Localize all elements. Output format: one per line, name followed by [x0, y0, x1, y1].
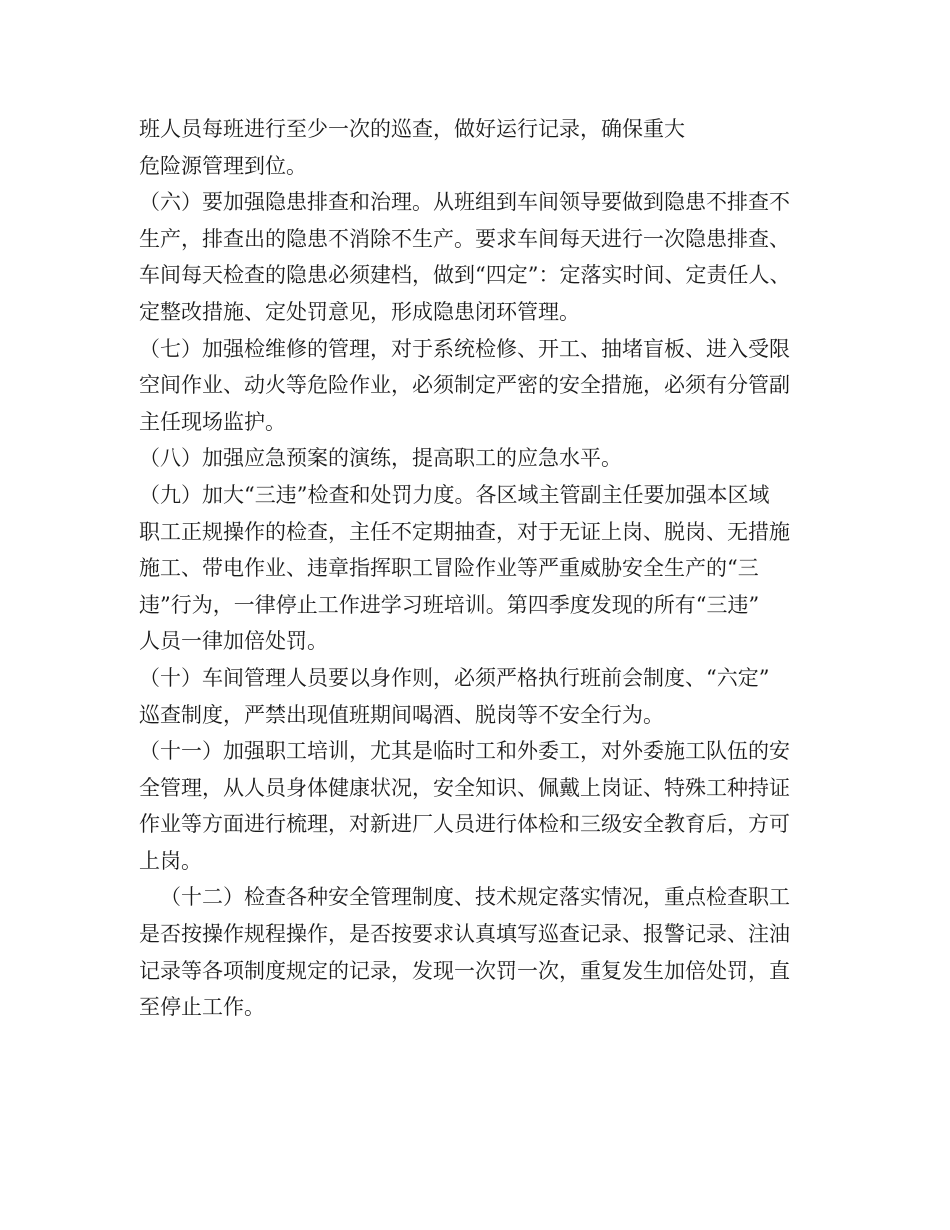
text-line: 危险源管理到位。 — [139, 153, 307, 178]
text-line: （九）加大“三违”检查和处罚力度。各区域主管副主任要加强本区域 — [139, 482, 770, 507]
text-line: 违”行为，一律停止工作进学习班培训。第四季度发现的所有“三违” — [139, 592, 760, 617]
text-line: 职工正规操作的检查，主任不定期抽查，对于无证上岗、脱岗、无措施 — [139, 519, 790, 544]
paragraph-item-12 — [139, 879, 829, 1025]
paragraph-item-8 — [139, 440, 829, 477]
text-line: （十）车间管理人员要以身作则，必须严格执行班前会制度、“六定” — [139, 665, 770, 690]
text-line: 上岗。 — [139, 848, 202, 873]
text-line: 至停止工作。 — [139, 995, 265, 1020]
text-line: 定整改措施、定处罚意见，形成隐患闭环管理。 — [139, 299, 580, 324]
text-line: 生产，排查出的隐患不消除不生产。要求车间每天进行一次隐患排查、 — [139, 226, 790, 251]
paragraph-item-9 — [139, 477, 829, 660]
text-line: （十一）加强职工培训，尤其是临时工和外委工，对外委施工队伍的安 — [139, 739, 790, 764]
paragraph-item-10 — [139, 660, 829, 733]
text-line: 全管理，从人员身体健康状况，安全知识、佩戴上岗证、特殊工种持证 — [139, 775, 790, 800]
paragraph-item-6 — [139, 184, 829, 330]
text-line: 施工、带电作业、违章指挥职工冒险作业等严重威胁安全生产的“三 — [139, 556, 759, 581]
text-line: 作业等方面进行梳理，对新进厂人员进行体检和三级安全教育后，方可 — [139, 812, 790, 837]
text-line: 车间每天检查的隐患必须建档，做到“四定”：定落实时间、定责任人、 — [139, 263, 791, 288]
document-body — [139, 111, 829, 1026]
text-line: 巡查制度，严禁出现值班期间喝酒、脱岗等不安全行为。 — [139, 702, 664, 727]
text-line: 人员一律加倍处罚。 — [139, 629, 328, 654]
text-line: （八）加强应急预案的演练，提高职工的应急水平。 — [139, 446, 622, 471]
text-line: 是否按操作规程操作，是否按要求认真填写巡查记录、报警记录、注油 — [139, 922, 790, 947]
text-line: （十二）检查各种安全管理制度、技术规定落实情况，重点检查职工 — [160, 885, 790, 910]
text-line: 空间作业、动火等危险作业，必须制定严密的安全措施，必须有分管副 — [139, 373, 790, 398]
text-line: 班人员每班进行至少一次的巡查，做好运行记录，确保重大 — [139, 117, 685, 141]
paragraph-continuation — [139, 111, 829, 184]
paragraph-item-7 — [139, 331, 829, 441]
text-line: 主任现场监护。 — [139, 409, 286, 434]
text-line: 记录等各项制度规定的记录，发现一次罚一次，重复发生加倍处罚，直 — [139, 958, 790, 983]
text-line: （七）加强检维修的管理，对于系统检修、开工、抽堵盲板、进入受限 — [139, 336, 790, 361]
text-line: （六）要加强隐患排查和治理。从班组到车间领导要做到隐患不排查不 — [139, 190, 790, 215]
paragraph-item-11 — [139, 733, 829, 879]
